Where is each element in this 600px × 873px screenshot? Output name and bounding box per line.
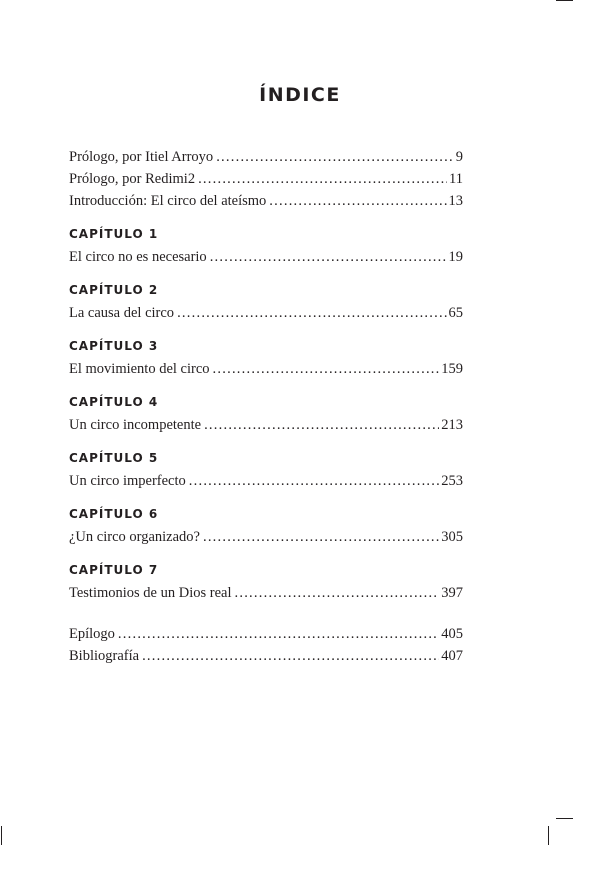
entry-label: Prólogo, por Itiel Arroyo (69, 149, 214, 165)
toc-entry-chapter-1 (69, 246, 463, 268)
entry-page-number: 213 (441, 417, 463, 433)
entry-label: Prólogo, por Redimi2 (69, 171, 196, 187)
dot-leader (118, 623, 439, 645)
crop-mark-bottom-right-horizontal (556, 818, 573, 819)
dot-leader (203, 526, 439, 548)
entry-label: ¿Un circo organizado? (69, 529, 200, 545)
chapter-heading: CAPÍTULO 7 (69, 563, 159, 577)
entry-label: El circo no es necesario (69, 249, 207, 265)
chapter-heading: CAPÍTULO 4 (69, 395, 159, 409)
entry-page-number: 11 (449, 171, 463, 187)
dot-leader (142, 645, 439, 667)
chapter-heading: CAPÍTULO 2 (69, 283, 159, 297)
entry-label: La causa del circo (69, 305, 175, 321)
dot-leader (204, 414, 439, 436)
dot-leader (216, 146, 454, 168)
chapter-4 (69, 390, 463, 436)
chapter-heading: CAPÍTULO 3 (69, 339, 159, 353)
entry-label: Epílogo (69, 626, 115, 642)
toc-entry-chapter-3 (69, 358, 463, 380)
chapter-3 (69, 334, 463, 380)
entry-page-number: 65 (448, 305, 463, 321)
chapter-1 (69, 222, 463, 268)
dot-leader (177, 302, 446, 324)
toc-entry-introduccion (69, 190, 463, 212)
entry-label: Testimonios de un Dios real (69, 585, 232, 601)
crop-mark-top-right (556, 0, 573, 1)
back-matter (69, 623, 463, 667)
entry-label: Un circo imperfecto (69, 473, 186, 489)
toc-entry-chapter-6 (69, 526, 463, 548)
dot-leader (213, 358, 440, 380)
crop-mark-bottom-right-vertical (548, 826, 549, 845)
dot-leader (235, 582, 440, 604)
entry-page-number: 253 (441, 473, 463, 489)
chapter-heading: CAPÍTULO 5 (69, 451, 159, 465)
chapter-6 (69, 502, 463, 548)
toc-entry-prologo-redimi2 (69, 168, 463, 190)
crop-mark-bottom-left (1, 826, 2, 845)
chapter-2 (69, 278, 463, 324)
dot-leader (210, 246, 447, 268)
table-of-contents (69, 146, 463, 667)
page-title: ÍNDICE (259, 84, 341, 106)
entry-page-number: 9 (455, 149, 463, 165)
entry-label: Introducción: El circo del ateísmo (69, 193, 267, 209)
entry-label: Bibliografía (69, 648, 140, 664)
dot-leader (189, 470, 439, 492)
entry-page-number: 397 (441, 585, 463, 601)
toc-entry-chapter-5 (69, 470, 463, 492)
front-matter (69, 146, 463, 212)
toc-entry-chapter-2 (69, 302, 463, 324)
toc-entry-bibliografia (69, 645, 463, 667)
dot-leader (198, 168, 447, 190)
chapter-heading: CAPÍTULO 6 (69, 507, 159, 521)
entry-label: El movimiento del circo (69, 361, 210, 377)
chapter-heading: CAPÍTULO 1 (69, 227, 159, 241)
entry-page-number: 305 (441, 529, 463, 545)
chapter-7 (69, 558, 463, 604)
entry-page-number: 405 (441, 626, 463, 642)
entry-page-number: 407 (441, 648, 463, 664)
chapter-5 (69, 446, 463, 492)
toc-entry-prologo-itiel (69, 146, 463, 168)
toc-entry-chapter-7 (69, 582, 463, 604)
entry-page-number: 13 (448, 193, 463, 209)
entry-label: Un circo incompetente (69, 417, 202, 433)
dot-leader (269, 190, 446, 212)
toc-entry-epilogo (69, 623, 463, 645)
entry-page-number: 19 (448, 249, 463, 265)
toc-entry-chapter-4 (69, 414, 463, 436)
entry-page-number: 159 (441, 361, 463, 377)
